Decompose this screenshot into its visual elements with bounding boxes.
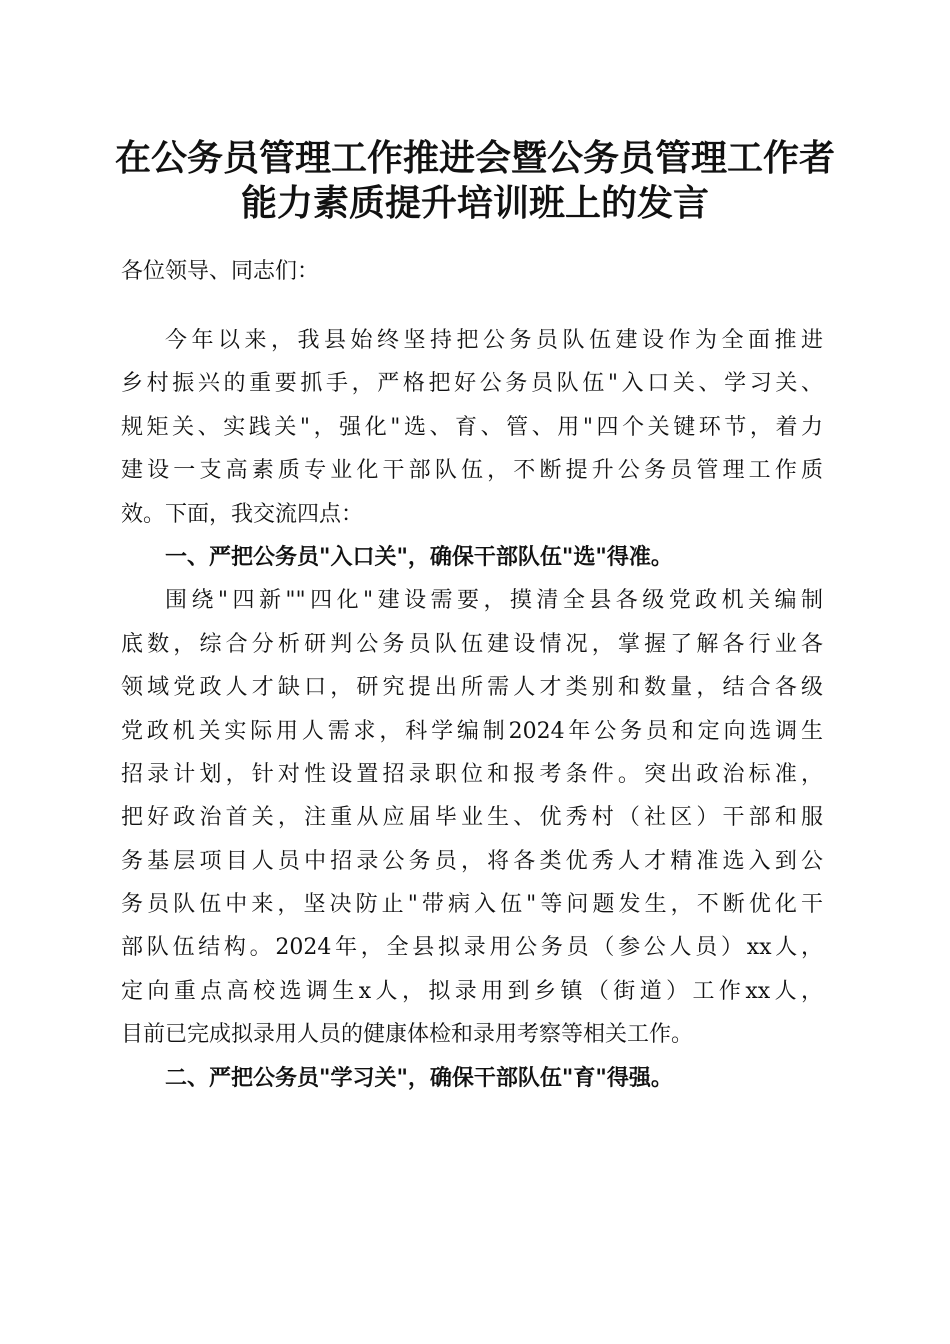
text-line: 建设一支高素质专业化干部队伍，不断提升公务员管理工作质 (121, 458, 823, 484)
text-line: 乡村振兴的重要抓手，严格把好公务员队伍"入口关、学习关、 (121, 371, 823, 397)
document-body (121, 319, 823, 1100)
text-line: 领域党政人才缺口，研究提出所需人才类别和数量，结合各级 (121, 675, 823, 701)
greeting: 各位领导、同志们： (121, 259, 320, 284)
text-line: 定向重点高校选调生x人，拟录用到乡镇（街道）工作xx人， (121, 978, 823, 1004)
title-line: 在公务员管理工作推进会暨公务员管理工作者 (114, 137, 835, 179)
document-title (100, 136, 850, 226)
text-line: 务员队伍中来，坚决防止"带病入伍"等问题发生，不断优化干 (121, 892, 823, 918)
text-line: 党政机关实际用人需求，科学编制2024年公务员和定向选调生 (121, 718, 823, 744)
paragraph-2 (121, 579, 823, 1056)
section-heading-2: 二、严把公务员"学习关"，确保干部队伍"育"得强。 (165, 1065, 673, 1091)
text-line: 今年以来，我县始终坚持把公务员队伍建设作为全面推进 (165, 328, 823, 353)
text-line: 目前已完成拟录用人员的健康体检和录用考察等相关工作。 (121, 1022, 694, 1048)
section-heading-1: 一、严把公务员"入口关"，确保干部队伍"选"得准。 (165, 544, 673, 570)
text-line: 底数，综合分析研判公务员队伍建设情况，掌握了解各行业各 (121, 631, 823, 657)
title-line: 能力素质提升培训班上的发言 (240, 182, 709, 224)
text-line: 务基层项目人员中招录公务员，将各类优秀人才精准选入到公 (121, 848, 823, 874)
text-line: 规矩关、实践关"，强化"选、育、管、用"四个关键环节，着力 (121, 414, 823, 440)
text-line: 围绕"四新""四化"建设需要，摸清全县各级党政机关编制 (165, 588, 823, 614)
text-line: 把好政治首关，注重从应届毕业生、优秀村（社区）干部和服 (121, 805, 823, 831)
text-line: 部队伍结构。2024年，全县拟录用公务员（参公人员）xx人， (121, 935, 823, 961)
text-line: 效。下面，我交流四点： (121, 501, 364, 527)
text-line: 招录计划，针对性设置招录职位和报考条件。突出政治标准， (121, 761, 823, 787)
paragraph-1 (121, 319, 823, 536)
